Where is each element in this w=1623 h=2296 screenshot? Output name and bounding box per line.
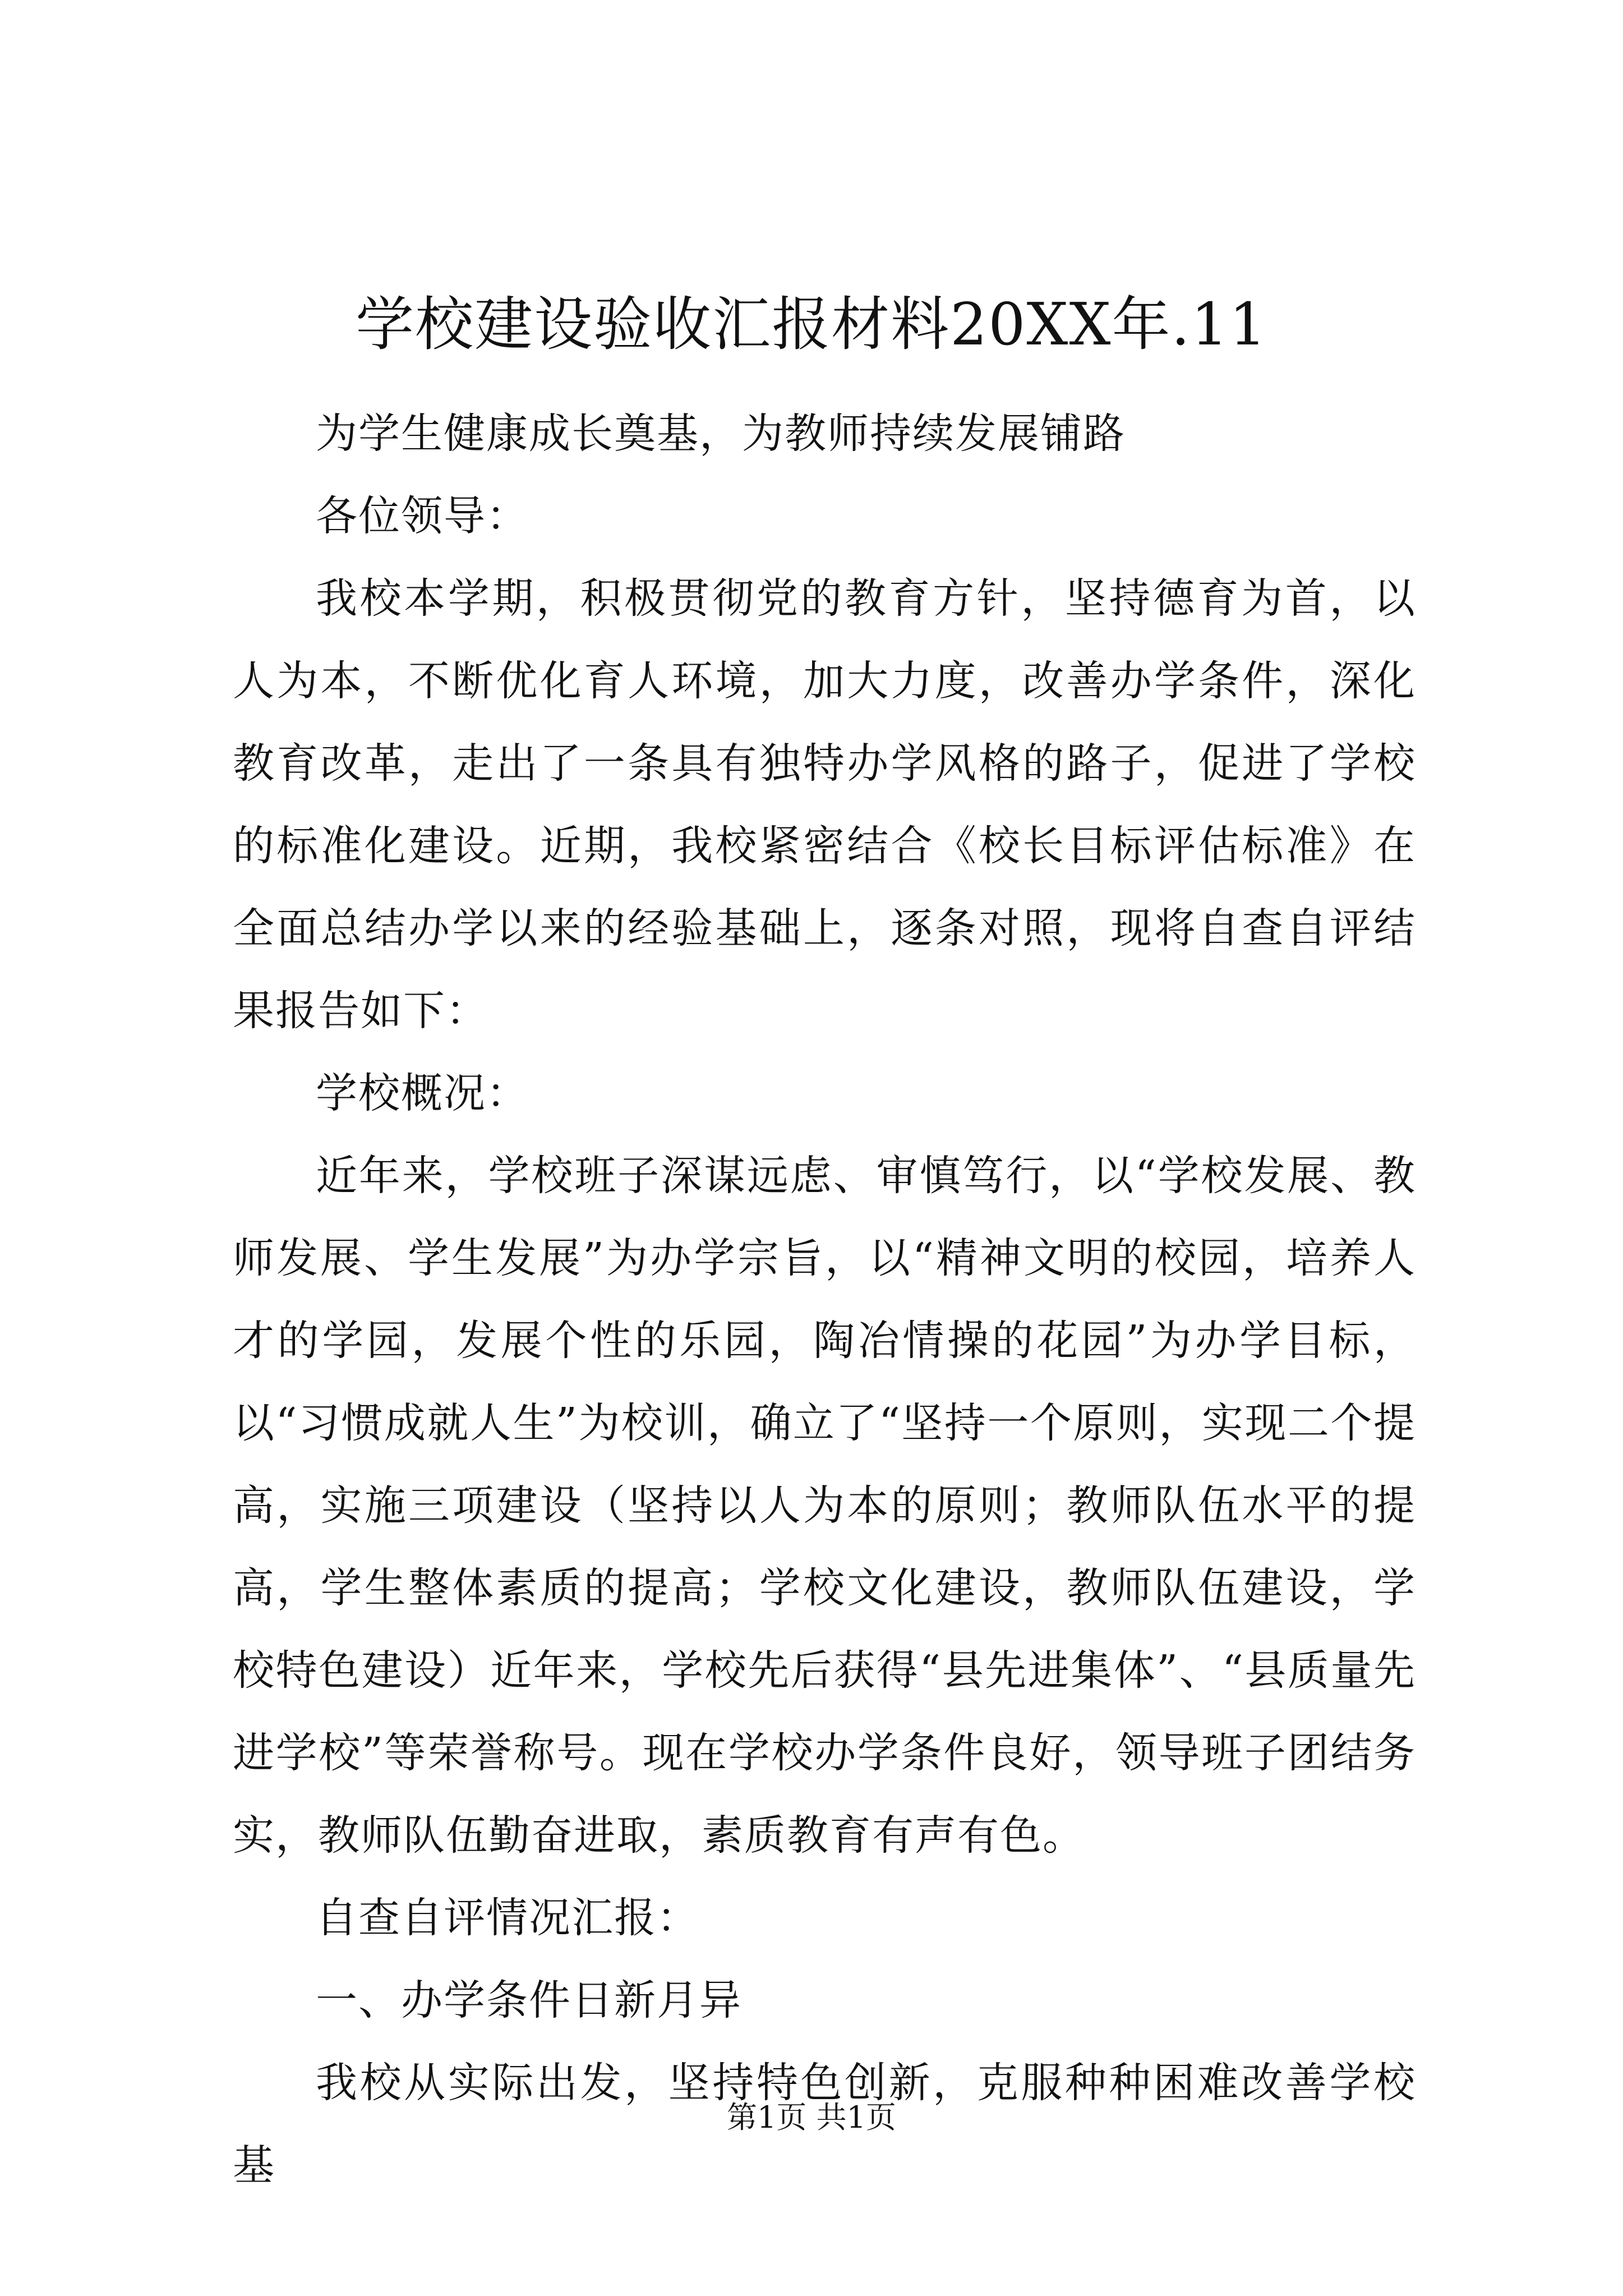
intro-paragraph: 我校本学期，积极贯彻党的教育方针，坚持德育为首，以人为本，不断优化育人环境，加大力度，改善办学条件，深化教育改革，走出了一条具有独特办学风格的路子，促进了学校的标准化建设。近期，我校紧密结合《校长目标评估标准》在全面总结办学以来的经验基础上，逐条对照，现将自查自评结果报告如下： xyxy=(233,574,1416,1035)
subsection-heading-conditions: 一、办学条件日新月异 xyxy=(316,1976,742,2024)
salutation-paragraph: 各位领导： xyxy=(316,492,529,540)
section-heading-overview: 学校概况： xyxy=(316,1069,529,1117)
document-body xyxy=(233,393,1416,2207)
document-title: 学校建设验收汇报材料20XX年.11 xyxy=(356,290,1267,358)
conditions-paragraph: 我校从实际出发，坚持特色创新，克服种种困难改善学校基 xyxy=(233,2059,1416,2189)
subtitle-paragraph: 为学生健康成长奠基，为教师持续发展铺路 xyxy=(316,409,1126,458)
overview-paragraph: 近年来，学校班子深谋远虑、审慎笃行，以“学校发展、教师发展、学生发展”为办学宗旨，以“精神文明的校园，培养人才的学园，发展个性的乐园，陶冶情操的花园”为办学目标，以“习惯成就人生”为校训，确立了“坚持一个原则，实现二个提高，实施三项建设（坚持以人为本的原则；教师队伍水平的提高，学生整体素质的提高；学校文化建设，教师队伍建设，学校特色建设）近年来，学校先后获得“县先进集体”、“县质量先进学校”等荣誉称号。现在学校办学条件良好，领导班子团结务实，教师队伍勤奋进取，素质教育有声有色。 xyxy=(233,1152,1416,1860)
section-heading-self-assessment: 自查自评情况汇报： xyxy=(316,1894,699,1942)
page-footer: 第1页 共1页 xyxy=(727,2100,896,2135)
